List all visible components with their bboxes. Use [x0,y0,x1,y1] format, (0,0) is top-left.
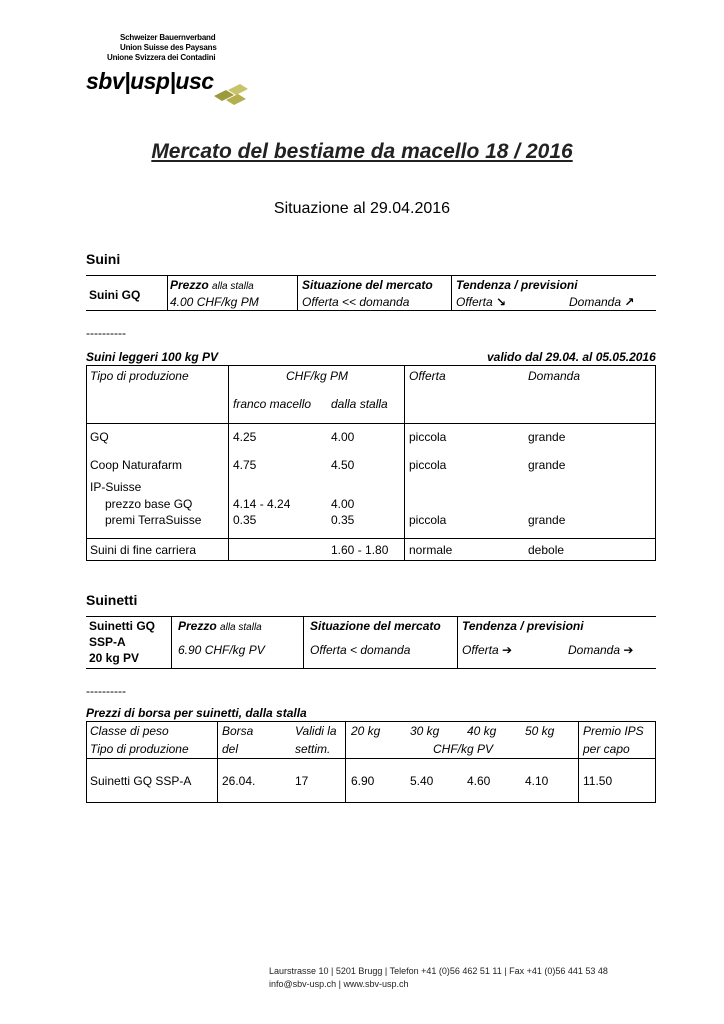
suinetti-trend-head: Tendenza / previsioni [462,619,584,633]
row-fine-offer: normale [409,543,453,557]
row-fine-label: Suini di fine carriera [90,543,197,557]
arrow-up-right-icon: ↗ [624,295,635,309]
exchange-head-chf: CHF/kg PV [433,742,494,756]
suinetti-price-head: Prezzo alla stalla [178,619,262,633]
exchange-head-40kg: 40 kg [467,724,497,738]
row-ip-base-stalla: 4.00 [331,497,355,511]
suini-divider-2 [297,276,298,310]
arrow-down-right-icon: ↘ [496,295,507,309]
exchange-row-30kg: 5.40 [410,774,434,788]
row-coop-offer: piccola [409,458,447,472]
row-gq-franco: 4.25 [233,430,257,444]
row-gq-label: GQ [90,430,109,444]
suini-trend-offer: Offerta ↘ [456,295,507,309]
arrow-right-icon: ➔ [502,643,513,657]
exchange-row-ips: 11.50 [583,774,613,788]
suini-table-top-border [86,275,656,276]
section-suinetti-heading: Suinetti [86,592,138,608]
logo-mark-icon [212,82,252,108]
exchange-row-borsa: 26.04. [222,774,256,788]
exchange-head-validi-2: settim. [295,742,331,756]
suinetti-divider-2 [303,617,304,668]
page-subtitle: Situazione al 29.04.2016 [273,200,451,217]
row-fine-demand: debole [528,543,565,557]
row-ip-premi-label: premi TerraSuisse [105,513,202,527]
exchange-head-ips-2: per capo [583,742,630,756]
arrow-right-icon: ➔ [623,643,634,657]
row-coop-franco: 4.75 [233,458,257,472]
suini-divider-3 [451,276,452,310]
exchange-col-divider-1 [217,721,218,803]
light-pigs-caption: Suini leggeri 100 kg PV [86,350,219,364]
row-ip-premi-franco: 0.35 [233,513,257,527]
header-production: Tipo di produzione [90,369,189,383]
footer-contact: info@sbv-usp.ch | www.sbv-usp.ch [269,979,409,989]
exchange-col-divider-2 [345,721,346,803]
exchange-row-40kg: 4.60 [467,774,491,788]
light-pigs-col-divider-2 [404,365,405,561]
header-demand: Domanda [528,369,581,383]
suinetti-label-2: SSP-A [89,635,126,649]
light-pigs-last-row-divider [86,538,656,539]
suini-trend-head: Tendenza / previsioni [456,278,578,292]
exchange-head-validi-1: Validi la [295,724,337,738]
row-coop-label: Coop Naturafarm [90,458,183,472]
logo-org-de: Schweizer Bauernverband [120,33,216,42]
section-suini-heading: Suini [86,251,121,267]
suini-trend-demand: Domanda ↗ [569,295,635,309]
header-offer: Offerta [409,369,446,383]
suini-market-head: Situazione del mercato [302,278,433,292]
exchange-head-ips-1: Premio IPS [583,724,644,738]
suinetti-trend-offer: Offerta ➔ [462,643,513,657]
suinetti-table-bottom-border [86,668,656,669]
row-ip-premi-demand: grande [528,513,566,527]
exchange-head-class-1: Classe di peso [90,724,169,738]
light-pigs-header-divider [86,423,656,424]
exchange-row-20kg: 6.90 [351,774,375,788]
suinetti-divider-3 [457,617,458,668]
header-chf: CHF/kg PM [286,369,349,383]
footer-address: Laurstrasse 10 | 5201 Brugg | Telefon +41 (0)56 462 51 11 | Fax +41 (0)56 441 53 48 [269,966,608,976]
suini-separator: ---------- [86,326,126,340]
row-gq-offer: piccola [409,430,447,444]
suini-row-label: Suini GQ [89,288,141,302]
logo-org-it: Unione Svizzera dei Contadini [107,53,216,62]
exchange-header-divider [86,758,656,759]
suinetti-label-3: 20 kg PV [89,651,140,665]
suini-divider-1 [167,276,168,310]
row-ip-base-franco: 4.14 - 4.24 [233,497,291,511]
row-gq-stalla: 4.00 [331,430,355,444]
row-ip-premi-stalla: 0.35 [331,513,355,527]
suini-market-value: Offerta << domanda [302,295,410,309]
exchange-col-divider-3 [578,721,579,803]
suinetti-market-value: Offerta < domanda [310,643,411,657]
suinetti-divider-1 [171,617,172,668]
exchange-head-class-2: Tipo di produzione [90,742,189,756]
row-ip-premi-offer: piccola [409,513,447,527]
row-gq-demand: grande [528,430,566,444]
suini-price-head: Prezzo alla stalla [170,278,254,292]
page-title: Mercato del bestiame da macello 18 / 2016 [151,140,573,163]
header-stalla: dalla stalla [331,397,388,411]
suini-price-value: 4.00 CHF/kg PM [170,295,259,309]
exchange-head-30kg: 30 kg [410,724,440,738]
suini-table-bottom-border [86,310,656,311]
exchange-head-20kg: 20 kg [351,724,381,738]
suinetti-label-1: Suinetti GQ [89,619,155,633]
exchange-head-borsa-2: del [222,742,239,756]
exchange-row-label: Suinetti GQ SSP-A [90,774,192,788]
logo-brand: sbv|usp|usc [86,68,214,94]
header-franco: franco macello [233,397,312,411]
light-pigs-col-divider-1 [228,365,229,561]
logo-org-fr: Union Suisse des Paysans [120,43,217,52]
exchange-head-50kg: 50 kg [525,724,555,738]
exchange-head-borsa-1: Borsa [222,724,254,738]
suinetti-market-head: Situazione del mercato [310,619,441,633]
exchange-row-validi: 17 [295,774,309,788]
exchange-caption: Prezzi di borsa per suinetti, dalla stalla [86,706,307,720]
suinetti-trend-demand: Domanda ➔ [568,643,634,657]
row-ip-label: IP-Suisse [90,480,142,494]
row-coop-stalla: 4.50 [331,458,355,472]
row-ip-base-label: prezzo base GQ [105,497,193,511]
exchange-row-50kg: 4.10 [525,774,549,788]
suinetti-separator: ---------- [86,684,126,698]
suinetti-price-value: 6.90 CHF/kg PV [178,643,265,657]
light-pigs-validity: valido dal 29.04. al 05.05.2016 [487,350,656,364]
row-coop-demand: grande [528,458,566,472]
row-fine-stalla: 1.60 - 1.80 [331,543,389,557]
